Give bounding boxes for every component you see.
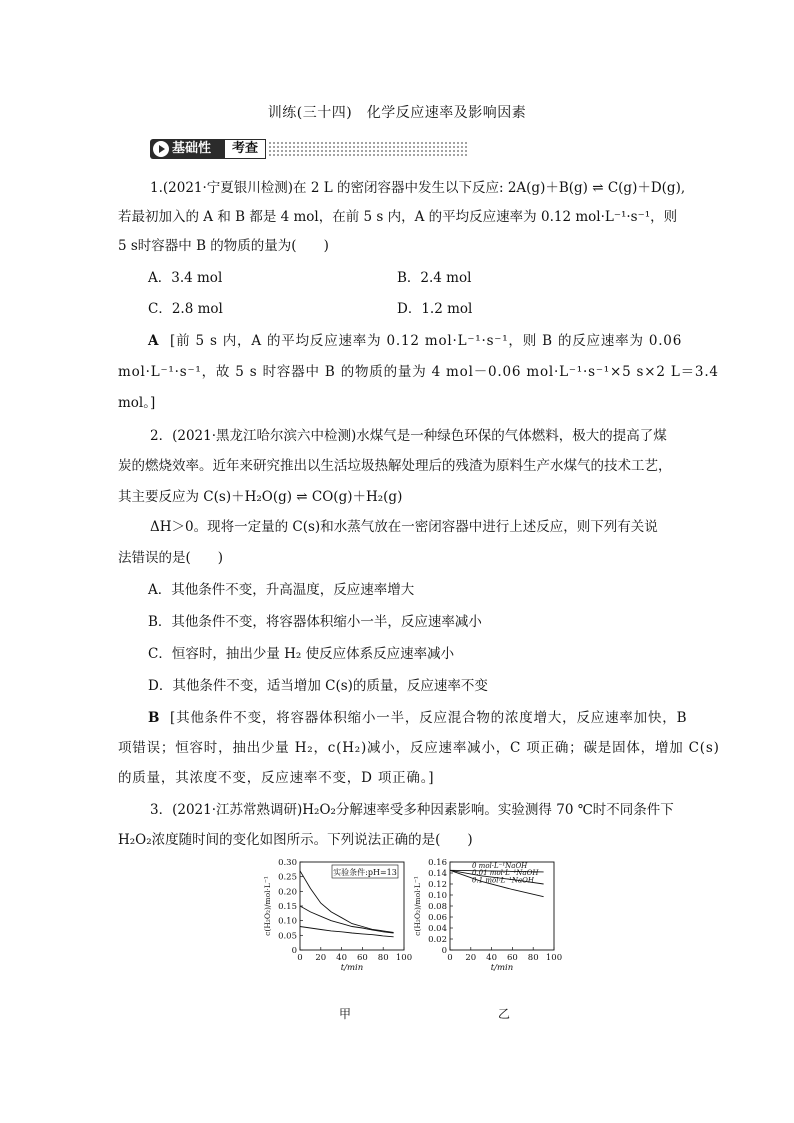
x-tick-label: 0: [447, 953, 453, 963]
y-tick-label: 0.15: [278, 902, 297, 912]
q2-line-5: 法错误的是( ): [118, 550, 224, 566]
section-banner: [150, 139, 470, 161]
y-tick-label: 0.16: [428, 858, 447, 868]
q2-answer-line-3: 的质量，其浓度不变，反应速率不变，D 项正确。]: [118, 770, 435, 786]
series-line-1: [300, 871, 394, 933]
y-tick-label: 0.05: [278, 931, 297, 942]
y-tick-label: 0.04: [428, 924, 447, 934]
q1-option-d: D．1.2 mol: [397, 301, 473, 317]
y-tick-label: 0.06: [428, 913, 447, 923]
q1-answer-line-1: [前 5 s 内，A 的平均反应速率为 0.12 mol·L⁻¹·s⁻¹，则 B 的反应速率为 0.06: [170, 333, 683, 349]
figure-caption-jia: 甲: [339, 1007, 352, 1021]
q1-answer-letter: A: [148, 333, 159, 349]
chart-yi: [412, 858, 562, 976]
banner-left-text: 基础性: [172, 141, 212, 156]
play-icon: [153, 141, 169, 157]
y-tick-label: 0.10: [428, 891, 447, 901]
q2-answer-line-2: 项错误；恒容时，抽出少量 H₂，c(H₂)减小，反应速率减小，C 项正确；碳是固体，增加 C(s): [118, 740, 720, 756]
x-axis-label: t/min: [340, 963, 364, 973]
y-tick-label: 0.30: [278, 858, 297, 868]
figure-yi: [412, 858, 562, 980]
q1-line-2: 若最初加入的 A 和 B 都是 4 mol，在前 5 s 内，A 的平均反应速率为 0.12 mol·L⁻¹·s⁻¹，则: [118, 209, 678, 225]
y-tick-label: 0.12: [428, 880, 447, 890]
figure-jia: [262, 858, 412, 980]
q2-line-1: 2．(2021·黑龙江哈尔滨六中检测)水煤气是一种绿色环保的气体燃料，极大的提高了煤: [150, 428, 667, 444]
q1-line-3: 5 s时容器中 B 的物质的量为( ): [118, 238, 329, 254]
x-tick-label: 100: [545, 953, 562, 963]
series-label: 0.01 mol·L⁻¹NaOH: [472, 868, 539, 877]
q2-answer-line-1: [其他条件不变，将容器体积缩小一半，反应混合物的浓度增大，反应速率加快，B: [170, 710, 688, 726]
y-tick-label: 0.02: [428, 935, 447, 945]
x-tick-label: 40: [486, 953, 498, 963]
y-tick-label: 0.20: [278, 887, 297, 898]
x-tick-label: 0: [297, 953, 303, 963]
q2-option-a: A．其他条件不变，升高温度，反应速率增大: [148, 582, 415, 598]
series-label: 0.1 mol·L⁻¹NaOH: [472, 876, 534, 885]
q2-option-d: D．其他条件不变，适当增加 C(s)的质量，反应速率不变: [148, 678, 488, 694]
y-axis-label: c(H₂O₂)/mol·L⁻¹: [263, 876, 272, 936]
series-label: 0 mol·L⁻¹NaOH: [472, 861, 528, 870]
banner-right-text: 考查: [224, 139, 266, 159]
q1-option-a: A．3.4 mol: [148, 270, 223, 286]
q1-option-c: C．2.8 mol: [148, 301, 223, 317]
q2-line-3: 其主要反应为 C(s)＋H₂O(g) ⇌ CO(g)＋H₂(g): [118, 489, 403, 505]
chart-jia: [262, 858, 412, 976]
q3-line-2: H₂O₂浓度随时间的变化如图所示。下列说法正确的是( ): [118, 832, 473, 848]
q2-line-4: ΔH＞0。现将一定量的 C(s)和水蒸气放在一密闭容器中进行上述反应，则下列有关说: [150, 519, 658, 535]
x-tick-label: 40: [336, 953, 348, 963]
banner-dot-pattern: [268, 141, 468, 157]
q2-line-2: 炭的燃烧效率。近年来研究推出以生活垃圾热解处理后的残渣为原料生产水煤气的技术工艺，: [118, 458, 672, 474]
q3-line-1: 3．(2021·江苏常熟调研)H₂O₂分解速率受多种因素影响。实验测得 70 ℃时不同条件下: [150, 802, 674, 818]
x-tick-label: 60: [356, 953, 368, 963]
y-tick-label: 0.14: [428, 869, 447, 879]
q1-option-b: B．2.4 mol: [397, 270, 472, 286]
figure-caption-yi: 乙: [498, 1007, 511, 1021]
y-tick-label: 0.10: [278, 916, 297, 927]
x-axis-label: t/min: [490, 963, 514, 973]
q2-option-c: C．恒容时，抽出少量 H₂ 使反应体系反应速率减小: [148, 646, 455, 662]
x-tick-label: 60: [506, 953, 518, 963]
y-axis-label: c(H₂O₂)/mol·L⁻¹: [413, 876, 422, 936]
q1-line-1: 1.(2021·宁夏银川检测)在 2 L 的密闭容器中发生以下反应: 2A(g)＋B(g) ⇌ C(g)＋D(g),: [150, 180, 686, 196]
q1-answer-line-3: mol。]: [118, 395, 156, 411]
banner-label: [150, 139, 224, 159]
chart-annotation: 实验条件:pH=13: [333, 868, 397, 877]
y-tick-label: 0: [441, 946, 447, 956]
y-tick-label: 0.25: [278, 872, 297, 883]
y-tick-label: 0: [291, 946, 297, 956]
x-tick-label: 80: [377, 953, 389, 963]
x-tick-label: 80: [527, 953, 539, 963]
q1-answer-line-2: mol·L⁻¹·s⁻¹，故 5 s 时容器中 B 的物质的量为 4 mol－0.06 mol·L⁻¹·s⁻¹×5 s×2 L＝3.4: [118, 364, 719, 380]
y-tick-label: 0.08: [428, 902, 447, 912]
page-title: 训练(三十四) 化学反应速率及影响因素: [267, 105, 527, 121]
x-tick-label: 20: [315, 953, 327, 963]
q2-option-b: B．其他条件不变，将容器体积缩小一半，反应速率减小: [148, 614, 482, 630]
x-tick-label: 20: [465, 953, 477, 963]
x-tick-label: 100: [395, 953, 412, 963]
q2-answer-letter: B: [148, 710, 160, 726]
